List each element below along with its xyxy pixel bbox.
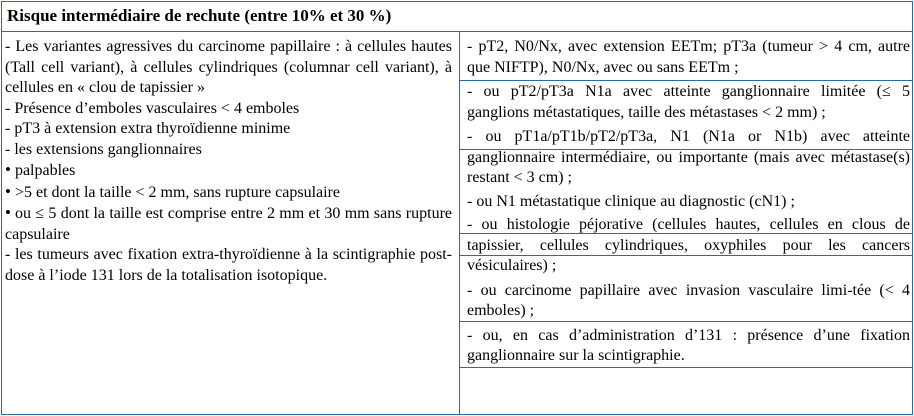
left-bullet-item: • palpables bbox=[5, 160, 452, 182]
right-row-separator bbox=[460, 367, 912, 368]
header-separator bbox=[1, 31, 913, 32]
left-item: - les extensions ganglionnaires bbox=[5, 140, 202, 158]
left-item: - Présence d’emboles vasculaires < 4 emboles bbox=[5, 99, 300, 117]
left-bullet-item: • >5 et dont la taille < 2 mm, sans rupture capsulaire bbox=[5, 182, 452, 204]
right-column bbox=[467, 37, 910, 367]
table-bottom-border bbox=[1, 414, 913, 415]
left-item: - Les variantes agressives du carcinome papillaire : à cellules hautes (Tall cell variant), à cellules cylindriques (columnar cell variant), à cellules en « clou de tapissier » bbox=[5, 38, 452, 96]
table-right-border bbox=[912, 1, 913, 415]
table-top-border bbox=[1, 1, 913, 2]
left-item: - les tumeurs avec fixation extra-thyroïdienne à la scintigraphie post-dose à l’iode 131 lors de la totalisation isotopique. bbox=[5, 246, 452, 284]
left-column bbox=[5, 37, 452, 286]
right-item: - pT2, N0/Nx, avec extension EETm; pT3a (tumeur > 4 cm, autre que NIFTP), N0/Nx, avec ou sans EETm ; bbox=[467, 38, 910, 76]
table-left-border bbox=[1, 1, 2, 415]
left-item: - pT3 à extension extra thyroïdienne minime bbox=[5, 120, 291, 137]
right-item: - ou, en cas d’administration d’131 : présence d’une fixation ganglionnaire sur la scintigraphie. bbox=[467, 326, 910, 364]
left-bullet-item: • ou ≤ 5 dont la taille est comprise entre 2 mm et 30 mm sans rupture capsulaire bbox=[5, 203, 452, 245]
column-separator bbox=[459, 31, 460, 415]
right-item: - ou carcinome papillaire avec invasion vasculaire limi-tée (< 4 emboles) ; bbox=[467, 281, 910, 319]
table-header: Risque intermédiaire de rechute (entre 10% et 30 %) bbox=[7, 6, 392, 25]
right-item: - ou pT1a/pT1b/pT2/pT3a, N1 (N1a or N1b) avec atteinte ganglionnaire intermédiaire, ou importante (mais avec métastase(s) restant < 3 cm) ; bbox=[467, 128, 910, 186]
right-item: - ou N1 métastatique clinique au diagnostic (cN1) ; bbox=[467, 192, 795, 210]
risk-table bbox=[1, 1, 913, 415]
right-item: - ou pT2/pT3a N1a avec atteinte ganglionnaire limitée (≤ 5 ganglions métastatiques, taille des métastases < 2 mm) ; bbox=[467, 83, 910, 121]
right-item: - ou histologie péjorative (cellules hautes, cellules en clous de tapissier, cellules cylindriques, oxyphiles pour les cancers vésiculaires) ; bbox=[467, 216, 910, 274]
